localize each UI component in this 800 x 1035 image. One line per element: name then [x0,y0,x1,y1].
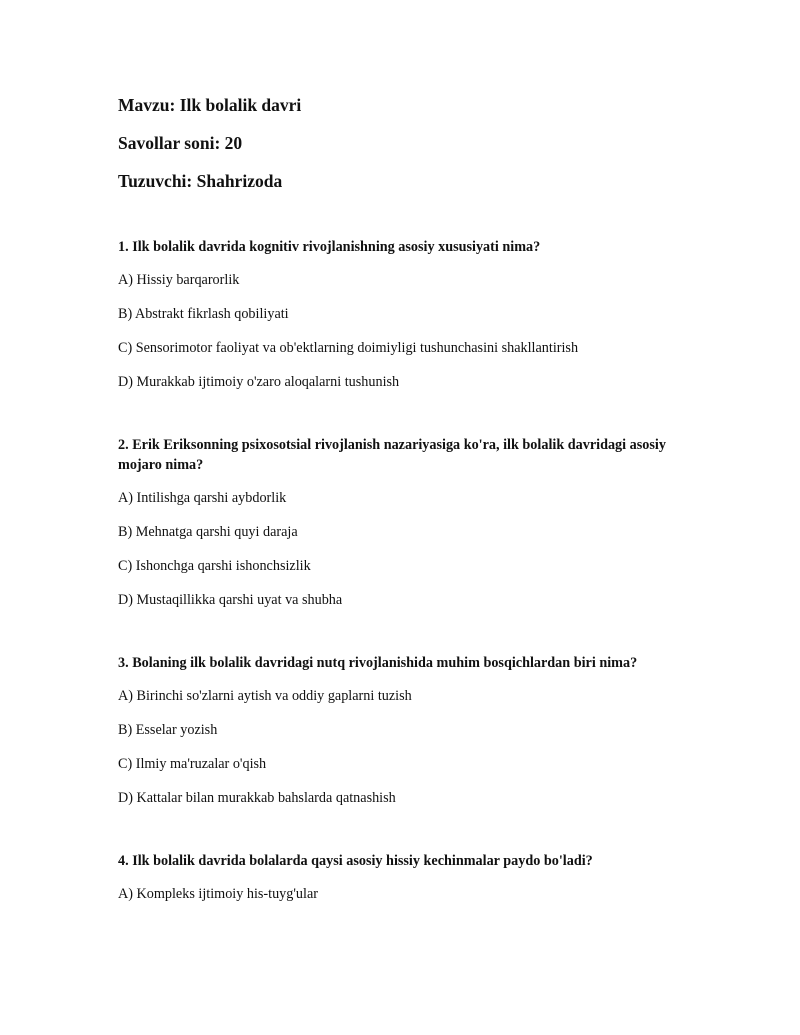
question-block-3 [118,653,688,808]
question-block-4 [118,851,688,904]
question-block-2 [118,435,688,610]
answer-option-b: B) Mehnatga qarshi quyi daraja [118,524,298,540]
answer-option-a: A) Kompleks ijtimoiy his-tuyg'ular [118,886,318,902]
answer-option-c: C) Sensorimotor faoliyat va ob'ektlarning doimiyligi tushunchasini shakllantirish [118,340,579,356]
answer-option-a: A) Intilishga qarshi aybdorlik [118,490,287,506]
answer-option-a: A) Hissiy barqarorlik [118,272,240,288]
answer-option-a: A) Birinchi so'zlarni aytish va oddiy gaplarni tuzish [118,688,412,704]
answer-option-b: B) Abstrakt fikrlash qobiliyati [118,306,289,322]
question-count-heading: Savollar soni: 20 [118,133,243,153]
answer-option-d: D) Murakkab ijtimoiy o'zaro aloqalarni tushunish [118,374,400,390]
answer-option-b: B) Esselar yozish [118,722,218,738]
question-block-1 [118,237,688,392]
answer-option-c: C) Ishonchga qarshi ishonchsizlik [118,558,311,574]
question-text: 2. Erik Eriksonning psixosotsial rivojlanish nazariyasiga ko'ra, ilk bolalik davridagi asosiy mojaro nima? [118,437,666,473]
answer-option-d: D) Mustaqillikka qarshi uyat va shubha [118,592,343,608]
question-text: 1. Ilk bolalik davrida kognitiv rivojlanishning asosiy xususiyati nima? [118,239,541,255]
answer-option-d: D) Kattalar bilan murakkab bahslarda qatnashish [118,790,396,806]
answer-option-c: C) Ilmiy ma'ruzalar o'qish [118,756,267,772]
topic-heading: Mavzu: Ilk bolalik davri [118,95,302,115]
question-text: 4. Ilk bolalik davrida bolalarda qaysi asosiy hissiy kechinmalar paydo bo'ladi? [118,853,593,869]
author-heading: Tuzuvchi: Shahrizoda [118,171,283,191]
document-page [118,0,688,918]
question-text: 3. Bolaning ilk bolalik davridagi nutq rivojlanishida muhim bosqichlardan biri nima? [118,655,638,671]
